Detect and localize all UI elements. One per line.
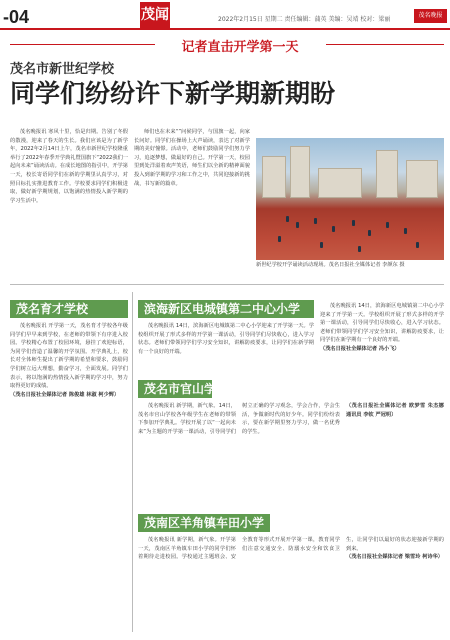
section-body-dianchen-cont [320,302,444,398]
section-credit-dianchen: （茂名日报社全媒体记者 冯小飞） [320,345,400,352]
photo-caption: 新世纪学校开学诵读活动现场。茂名日报社全媒体记者 李颜东 摄 [256,262,405,268]
feature-photo [256,138,444,260]
section-text-yucai: 茂名晚报讯 开学第一天，茂名育才学校各年级同学们早早来到学校，在老师的带领下有序进入校园。学校精心布置了校园环境，悬挂了欢迎标语，为同学们营造了温馨的开学氛围。开学典礼上，校长对全体师生提出了新学期的希望和要求，鼓励同学们树立远大理想，勤奋学习，全面发展。同学们表示，将以饱满的热情投入新学期的学习中，努力取得更好的成绩。 [10,323,128,390]
feature-col-2 [134,128,250,280]
column-divider [132,292,133,632]
section-text-guanshan: 茂名晚报讯 新学期，新气象。14日，茂名市官山学校各年级学生在老师的带领下参加开学典礼。学校开展了以“一起向未来”为主题的开学第一课活动，引导同学们树立正确的学习观念，学会合作，学会生活，争做新时代的好少年。同学们纷纷表示，要在新学期里努力学习，做一名优秀的学生。 [138,403,340,435]
newspaper-logo: 茂名晚报 [414,9,447,23]
section-credit-guanshan: （茂名日报社全媒体记者 欧梦雪 朱杰娜 通讯员 李钦 严冠明） [346,403,444,418]
section-body-chetian [138,536,444,636]
feature-text-1: 茂名晚报讯 寒风十里，恰是归期。告别了冬假的散漫，迎来了春天的生长。我们应该是为了新学年，2022年2月14日上午，茂名市新世纪学校隆重举行了2022年春季开学典礼暨国旗下“2022我们一起向未来”诵读活动。在成长地图的指引中，开学第一天，校长寄语同学们在新的学期里认真学习，对照目标扎实推进教育工作。学校要求同学们积极进取，做好新学期规划，以饱满的热情投入新学期的学习生活中。 [10,129,128,204]
feature-subhead: 茂名市新世纪学校 [10,62,115,77]
section-text-dianchen: 茂名晚报讯 14日，滨海新区电城镇第二中心小学迎来了开学第一天。学校组织开展了形式多样的开学第一课活动，引导同学们尽快收心，进入学习状态。老师们带领同学们学习安全知识，讲解防疫要求，让同学们在新学期有一个良好的开端。 [138,323,314,355]
banner-title: 记者直击开学第一天 [181,40,299,55]
header-info: 2022年2月15日 星期二 责任编辑：蒲英 美编：吴靖 校对：梁丽 [218,16,391,23]
page-header [0,0,450,30]
feature-text-2: 师们也在未来“”问候同学，与国旗一起，向家长问好。同学们在操场上大声诵读，表达了对新学期的美好憧憬。活动中，老师们鼓励同学们努力学习，追逐梦想，做最好的自己。开学第一天，校园里到处洋溢着欢声笑语，师生们以全新的精神面貌投入到新学期的学习和工作之中，共同迎接新的挑战，书写新的篇章。 [134,129,250,187]
section-filler-dianchen: 茂名晚报讯 14日，滨海新区电城镇第二中心小学迎来了开学第一天。学校组织开展了形式多样的开学第一课活动，引导同学们尽快收心，进入学习状态。老师们带领同学们学习安全知识，讲解防疫要求，让同学们在新学期有一个良好的开端。 [320,303,444,344]
section-body-yucai [10,322,128,604]
section-title-chetian: 茂南区羊角镇车田小学 [138,514,270,532]
section-body-guanshan [138,402,444,506]
section-text-chetian: 茂名晚报讯 新学期，新气象。开学第一天，茂南区羊角镇车田小学的同学们怀着期待走进校园。学校通过主题班会、安全教育等形式开展开学第一课，教育同学们注意交通安全、防溺水安全和饮食卫生，让同学们以最好的状态迎接新学期的到来。 [138,537,444,561]
page-number: -04 [3,7,30,27]
section-credit-chetian: （茂名日报社全媒体记者 梁雪玲 柯诗华） [346,554,443,561]
channel-tag: 茂闻 [140,2,170,28]
banner-rule-left [10,44,155,45]
feature-headline: 同学们纷纷许下新学期新期盼 [10,79,336,108]
feature-col-1 [10,128,128,280]
section-title-dianchen: 滨海新区电城镇第二中心小学 [138,300,314,318]
section-divider [10,284,444,285]
section-title-guanshan: 茂名市官山学校 [138,380,212,398]
section-credit-yucai: （茂名日报社全媒体记者 陈俊雄 林淑 柯少辉） [10,391,120,398]
section-body-dianchen [138,322,314,374]
section-title-yucai: 茂名育才学校 [10,300,128,318]
banner-rule-right [326,44,444,45]
